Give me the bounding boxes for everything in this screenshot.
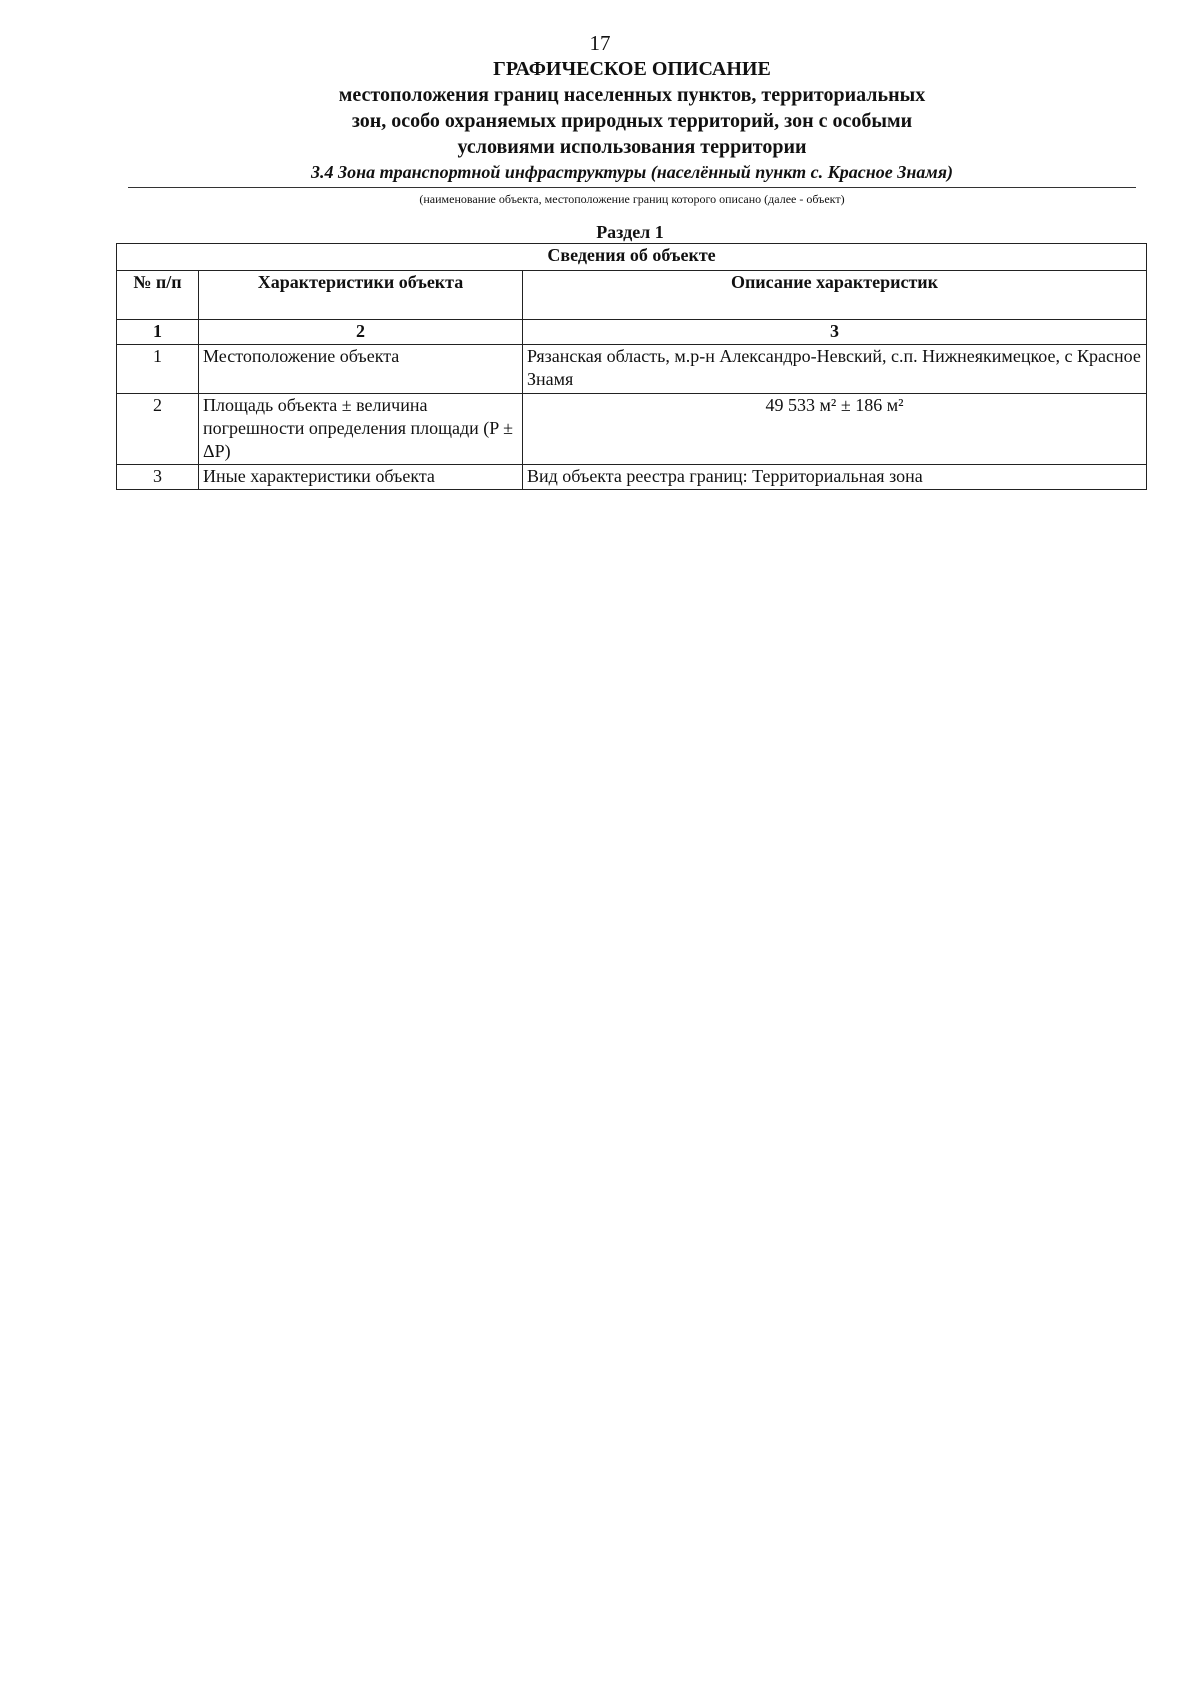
table-header-row — [117, 271, 1147, 320]
title-line-1: ГРАФИЧЕСКОЕ ОПИСАНИЕ — [493, 58, 771, 80]
column-index-row — [117, 320, 1147, 345]
header-description: Описание характеристик — [523, 271, 1147, 320]
table-caption: Сведения об объекте — [117, 244, 1147, 271]
row-description: 49 533 м² ± 186 м² — [523, 394, 1147, 465]
row-number: 2 — [117, 394, 199, 465]
table-caption-row — [117, 244, 1147, 271]
row-characteristic: Местоположение объекта — [199, 345, 523, 394]
column-index: 3 — [523, 320, 1147, 345]
table-row — [117, 394, 1147, 465]
row-description: Вид объекта реестра границ: Территориальная зона — [523, 465, 1147, 490]
column-index: 1 — [117, 320, 199, 345]
object-info-table — [116, 243, 1147, 490]
object-name: 3.4 Зона транспортной инфраструктуры (населённый пункт с. Красное Знамя) — [310, 162, 953, 182]
page-number: 17 — [589, 31, 611, 55]
row-number: 3 — [117, 465, 199, 490]
title-line-3: зон, особо охраняемых природных территорий, зон с особыми — [351, 110, 913, 132]
row-number: 1 — [117, 345, 199, 394]
title-line-2: местоположения границ населенных пунктов, территориальных — [338, 84, 926, 106]
column-index: 2 — [199, 320, 523, 345]
section-title: Раздел 1 — [596, 222, 664, 242]
row-description: Рязанская область, м.р-н Александро-Невский, с.п. Нижнеякимецкое, с Красное Знамя — [523, 345, 1147, 394]
row-characteristic: Иные характеристики объекта — [199, 465, 523, 490]
table-row — [117, 465, 1147, 490]
object-caption: (наименование объекта, местоположение границ которого описано (далее - объект) — [419, 192, 845, 206]
document-title — [128, 56, 1136, 160]
header-num: № п/п — [117, 271, 199, 320]
table-row — [117, 345, 1147, 394]
header-characteristics: Характеристики объекта — [199, 271, 523, 320]
object-underline — [128, 187, 1136, 188]
row-characteristic: Площадь объекта ± величина погрешности определения площади (P ± ΔP) — [199, 394, 523, 465]
title-line-4: условиями использования территории — [457, 136, 807, 158]
